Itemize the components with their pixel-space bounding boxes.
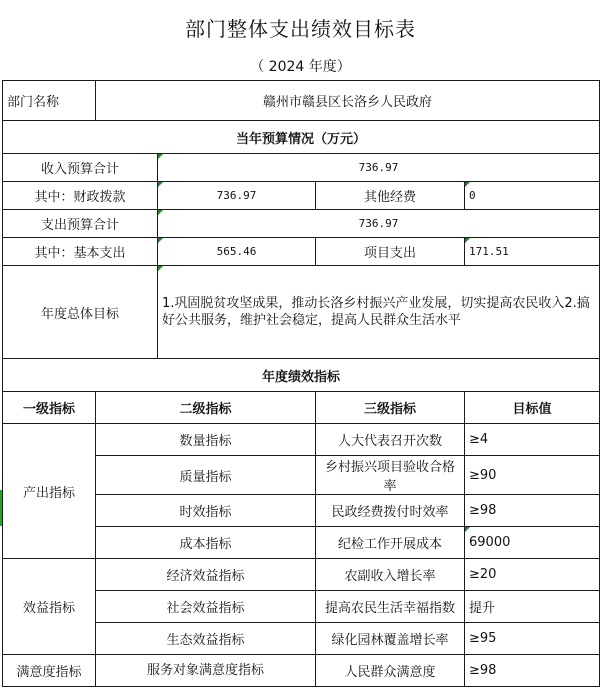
level3-cell: 绿化园林覆盖增长率 [316, 623, 465, 655]
target-value-cell[interactable]: ≥95 [465, 623, 600, 655]
level3-cell: 提高农民生活幸福指数 [316, 591, 465, 623]
level2-cell: 成本指标 [96, 527, 316, 559]
annual-goal-label: 年度总体目标 [3, 266, 158, 359]
target-value-cell[interactable]: 提升 [465, 591, 600, 623]
fiscal-appropriation-value[interactable]: 736.97 [158, 182, 316, 210]
level2-cell: 数量指标 [96, 424, 316, 456]
level3-cell: 人民群众满意度 [316, 655, 465, 687]
level3-cell: 乡村振兴项目验收合格率 [316, 456, 465, 495]
level2-cell: 服务对象满意度指标 [96, 655, 316, 687]
basic-expense-label: 其中：基本支出 [3, 238, 158, 266]
year-label: （ 2024 年度） [250, 59, 351, 75]
dept-name-label: 部门名称 [3, 81, 96, 121]
income-total-label: 收入预算合计 [3, 154, 158, 182]
target-value-cell[interactable]: 69000 [465, 527, 600, 559]
indicator-section-title: 年度绩效指标 [3, 359, 600, 392]
performance-table [2, 80, 600, 687]
other-funds-label: 其他经费 [316, 182, 465, 210]
income-total-value[interactable]: 736.97 [158, 154, 600, 182]
header-level2: 二级指标 [96, 392, 316, 424]
target-value-cell[interactable]: ≥90 [465, 456, 600, 495]
level2-cell: 社会效益指标 [96, 591, 316, 623]
header-level3: 三级指标 [316, 392, 465, 424]
header-level1: 一级指标 [3, 392, 96, 424]
other-funds-value[interactable]: 0 [465, 182, 600, 210]
level2-cell: 质量指标 [96, 456, 316, 495]
level1-satisfaction: 满意度指标 [3, 655, 96, 687]
page-title: 部门整体支出绩效目标表 [185, 17, 416, 41]
budget-section-title: 当年预算情况（万元） [3, 121, 600, 154]
project-expense-value[interactable]: 171.51 [465, 238, 600, 266]
level3-cell: 农副收入增长率 [316, 559, 465, 591]
level2-cell: 经济效益指标 [96, 559, 316, 591]
annual-goal-text[interactable]: 1.巩固脱贫攻坚成果，推动长洛乡村振兴产业发展，切实提高农民收入2.搞好公共服务，维护社会稳定，提高人民群众生活水平 [158, 266, 600, 359]
expense-total-label: 支出预算合计 [3, 210, 158, 238]
level3-cell: 纪检工作开展成本 [316, 527, 465, 559]
basic-expense-value[interactable]: 565.46 [158, 238, 316, 266]
level1-output: 产出指标 [3, 424, 96, 559]
level3-cell: 人大代表召开次数 [316, 424, 465, 456]
target-value-cell[interactable]: ≥98 [465, 495, 600, 527]
level3-cell: 民政经费拨付时效率 [316, 495, 465, 527]
target-value-cell[interactable]: ≥4 [465, 424, 600, 456]
level1-benefit: 效益指标 [3, 559, 96, 655]
target-value-cell[interactable]: ≥98 [465, 655, 600, 687]
level2-cell: 时效指标 [96, 495, 316, 527]
target-value-cell[interactable]: ≥20 [465, 559, 600, 591]
fiscal-appropriation-label: 其中：财政拨款 [3, 182, 158, 210]
project-expense-label: 项目支出 [316, 238, 465, 266]
level2-cell: 生态效益指标 [96, 623, 316, 655]
header-target: 目标值 [465, 392, 600, 424]
expense-total-value[interactable]: 736.97 [158, 210, 600, 238]
dept-name-value[interactable]: 赣州市赣县区长洛乡人民政府 [96, 81, 600, 121]
